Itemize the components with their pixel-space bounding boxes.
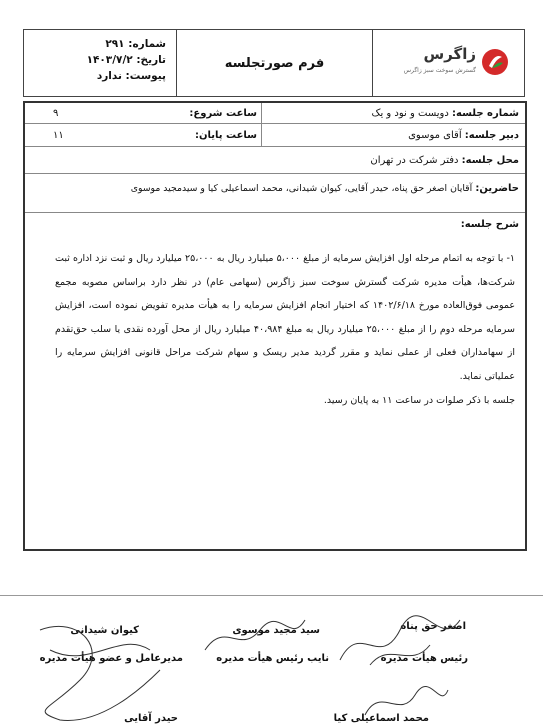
minutes-closing: جلسه با ذکر صلوات در ساعت ۱۱ به پایان رسید. [323, 394, 515, 406]
form-header [23, 29, 525, 97]
row-secretary [25, 124, 525, 147]
row-session-info [25, 103, 525, 124]
start-time-label: ساعت شروع: [189, 107, 257, 119]
attachment-label: پیوست: [125, 70, 166, 82]
session-number-label: شماره جلسه: [452, 107, 519, 119]
number-value: ۲۹۱ [105, 38, 125, 50]
company-logo-area [372, 30, 524, 96]
attachment-line [28, 68, 166, 84]
signer-5-name: حیدر آقایی [124, 713, 178, 724]
company-logo-icon [480, 47, 510, 77]
number-line [28, 36, 166, 52]
row-location [25, 147, 525, 174]
location-label: محل جلسه: [461, 154, 519, 166]
row-attendees [25, 174, 525, 213]
minutes-body [23, 101, 527, 551]
signature-2-scribble [200, 610, 310, 660]
signature-4-scribble [360, 680, 450, 727]
start-time-value: ۹ [53, 107, 59, 119]
signer-2-role: نایب رئیس هیأت مدیره [216, 653, 329, 664]
secretary-value: آقای موسوی [408, 129, 462, 141]
header-meta [24, 30, 176, 96]
signer-1-name: اصغر حق پناه [400, 621, 466, 632]
logo-subtitle: گسترش سوخت سبز زاگرس [403, 67, 476, 74]
form-title: فرم صورتجلسه [176, 30, 372, 96]
end-time-label: ساعت پایان: [194, 129, 257, 141]
signer-3-name: کیوان شیدانی [70, 625, 139, 636]
description-label: شرح جلسه: [460, 219, 519, 230]
signer-4-name: محمد اسماعیلی کیا [333, 713, 429, 724]
number-label: شماره: [128, 38, 166, 50]
attachment-value: ندارد [96, 70, 122, 82]
date-line [28, 52, 166, 68]
attendees-label: حاضرین: [475, 182, 519, 194]
minutes-item-1: ۱- با توجه به اتمام مرحله اول افزایش سرمایه از مبلغ ۵،۰۰۰ میلیارد ریال به ۲۵،۰۰۰ میلیارد ریال و ثبت نزد اداره ثبت شرکت‌ها، هیأت مدیره شرکت گسترش سوخت سبز زاگرس (سهامی عام) در نظر دارد براساس مصوبه مجمع عمومی فوق‌العاده مورخ ۱۴۰۲/۶/۱۸ که اختیار انجام افزایش سرمایه را به هیأت مدیره تفویض نموده است، افزایش سرمایه مرحله دوم را از مبلغ ۲۵،۰۰۰ میلیارد ریال به مبلغ ۴۰،۹۸۴ میلیارد ریال از محل آورده نقدی یا سلب حق‌تقدم از سهامداران فعلی از عملی نماید و مقرر گردید مدیر ریسک و سهام شرکت مراحل قانونی افزایش سرمایه را عملیاتی نماید. [55, 253, 516, 382]
location-value: دفتر شرکت در تهران [370, 154, 459, 166]
signature-divider [0, 595, 543, 596]
signer-1-role: رئیس هیأت مدیره [380, 653, 468, 664]
end-time-value: ۱۱ [53, 129, 64, 141]
minutes-text [55, 247, 515, 412]
signature-3-scribble [20, 610, 170, 727]
attendees-value: آقایان اصغر حق پناه، حیدر آقایی، کیوان شیدانی، محمد اسماعیلی کیا و سیدمجید موسوی [130, 182, 473, 194]
secretary-label: دبیر جلسه: [464, 129, 519, 141]
session-number-value: دویست و نود و یک [371, 107, 449, 119]
date-value: ۱۴۰۳/۷/۲ [86, 54, 133, 66]
date-label: تاریخ: [136, 54, 166, 66]
signer-3-role: مدیرعامل و عضو هیأت مدیره [39, 653, 183, 664]
signer-2-name: سید مجید موسوی [232, 625, 320, 636]
signature-1-scribble [330, 600, 470, 680]
logo-name: زاگرس [423, 45, 476, 63]
